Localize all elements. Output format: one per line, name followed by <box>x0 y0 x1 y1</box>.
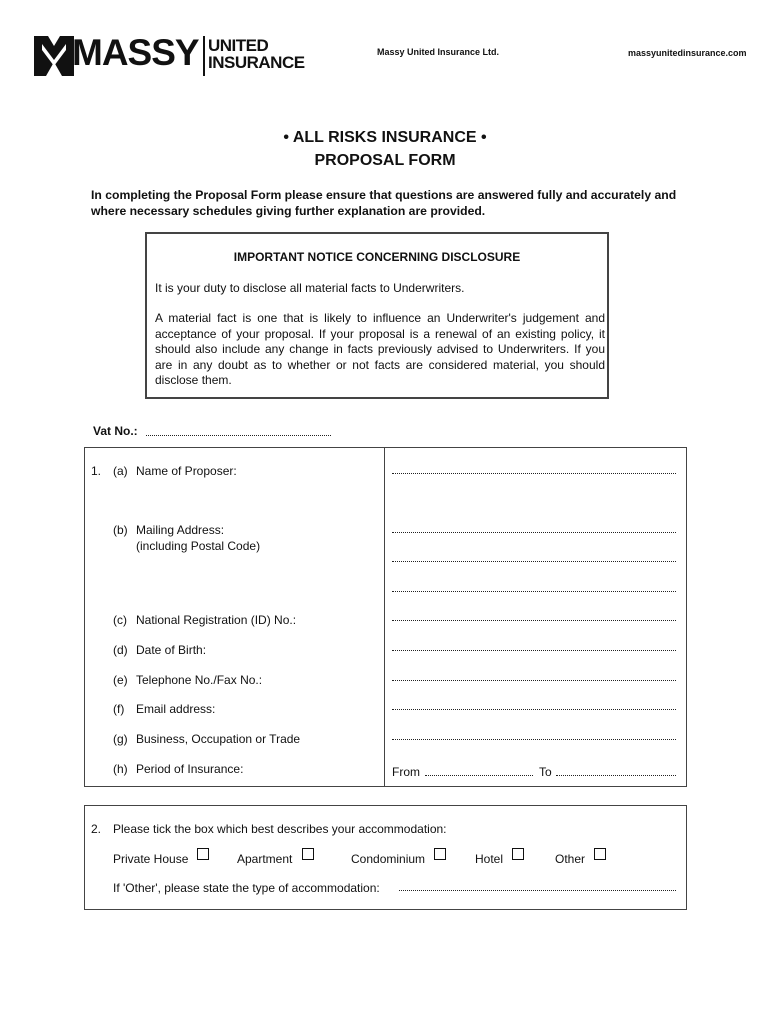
accommodation-question: Please tick the box which best describes your accommodation: <box>113 822 447 836</box>
logo-divider <box>203 36 205 76</box>
date-of-birth-label: Date of Birth: <box>136 643 207 657</box>
disclosure-notice <box>145 232 609 399</box>
vat-field[interactable] <box>146 435 331 436</box>
option-hotel-label: Hotel <box>475 852 504 866</box>
option-private-house-checkbox[interactable] <box>197 848 209 860</box>
notice-paragraph-1: It is your duty to disclose all material facts to Underwriters. <box>155 281 465 295</box>
proposer-name-field[interactable] <box>392 473 676 474</box>
brand-sub-insurance: INSURANCE <box>208 53 305 72</box>
option-other-checkbox[interactable] <box>594 848 606 860</box>
national-id-label: National Registration (ID) No.: <box>136 613 297 627</box>
field-g-letter: (g) <box>113 732 128 746</box>
field-e-letter: (e) <box>113 673 128 687</box>
mailing-address-field-3[interactable] <box>392 591 676 592</box>
field-f-letter: (f) <box>113 702 125 716</box>
field-h-letter: (h) <box>113 762 128 776</box>
option-condominium-checkbox[interactable] <box>434 848 446 860</box>
option-hotel-checkbox[interactable] <box>512 848 524 860</box>
telephone-label: Telephone No./Fax No.: <box>136 673 263 687</box>
section-2-number: 2. <box>91 822 102 836</box>
occupation-field[interactable] <box>392 739 676 740</box>
massy-logo-icon <box>34 36 74 76</box>
telephone-field[interactable] <box>392 680 676 681</box>
mailing-address-sublabel: (including Postal Code) <box>136 539 261 553</box>
field-c-letter: (c) <box>113 613 127 627</box>
company-website: massyunitedinsurance.com <box>628 48 747 58</box>
proposer-name-label: Name of Proposer: <box>136 464 237 478</box>
option-other-label: Other <box>555 852 586 866</box>
option-condominium-label: Condominium <box>351 852 426 866</box>
email-label: Email address: <box>136 702 216 716</box>
period-label: Period of Insurance: <box>136 762 244 776</box>
period-from-label: From <box>392 765 420 779</box>
notice-paragraph-2: A material fact is one that is likely to influence an Underwriter's judgement and acceptance of your proposal. If your proposal is a renewal of an existing policy, it should also include any change in facts previously advised to Underwriters. If you are in any doubt as to whether or not facts are considered material, you should disclose them. <box>155 311 605 387</box>
mailing-address-label: Mailing Address: <box>136 523 225 537</box>
mailing-address-field-1[interactable] <box>392 532 676 533</box>
mailing-address-field-2[interactable] <box>392 561 676 562</box>
period-from-field[interactable] <box>425 775 533 776</box>
company-name: Massy United Insurance Ltd. <box>377 47 500 57</box>
email-field[interactable] <box>392 709 676 710</box>
date-of-birth-field[interactable] <box>392 650 676 651</box>
other-accommodation-label: If 'Other', please state the type of accommodation: <box>113 881 380 895</box>
period-to-label: To <box>539 765 552 779</box>
brand-name: MASSY <box>72 32 199 73</box>
field-b-letter: (b) <box>113 523 128 537</box>
intro-text: In completing the Proposal Form please ensure that questions are answered fully and accurately and where necessary schedules giving further explanation are provided. <box>91 188 677 218</box>
other-accommodation-field[interactable] <box>399 890 676 891</box>
notice-title: IMPORTANT NOTICE CONCERNING DISCLOSURE <box>233 250 521 264</box>
period-to-field[interactable] <box>556 775 676 776</box>
national-id-field[interactable] <box>392 620 676 621</box>
form-subtitle: PROPOSAL FORM <box>314 152 456 169</box>
section-1-divider <box>384 447 385 787</box>
form-title: • ALL RISKS INSURANCE • <box>283 129 487 146</box>
field-d-letter: (d) <box>113 643 128 657</box>
option-private-house-label: Private House <box>113 852 189 866</box>
field-a-letter: (a) <box>113 464 128 478</box>
vat-label: Vat No.: <box>93 424 138 438</box>
section-1-number: 1. <box>91 464 102 478</box>
option-apartment-checkbox[interactable] <box>302 848 314 860</box>
brand-sub-united: UNITED <box>208 36 269 55</box>
option-apartment-label: Apartment <box>237 852 293 866</box>
occupation-label: Business, Occupation or Trade <box>136 732 301 746</box>
